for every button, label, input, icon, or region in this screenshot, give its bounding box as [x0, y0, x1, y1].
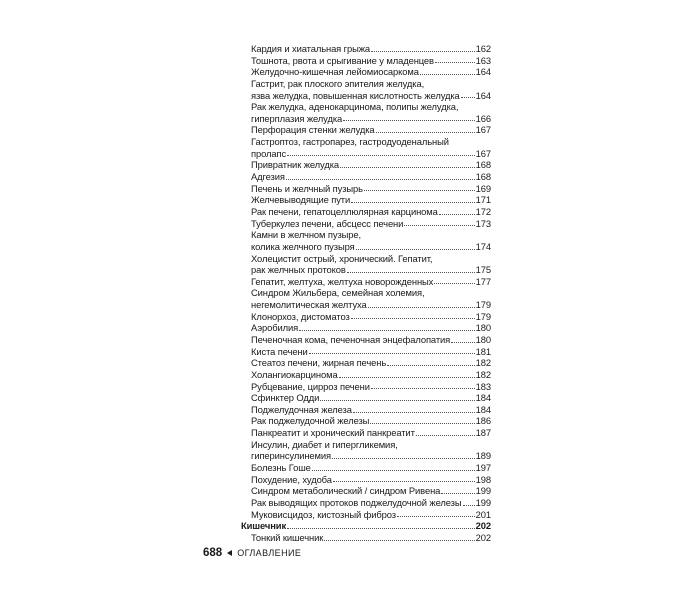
toc-entry-label: Клонорхоз, дистоматоз [251, 310, 350, 322]
toc-entry-label: Холангиокарцинома [251, 368, 338, 380]
toc-entry[interactable] [241, 264, 491, 276]
dot-leader [347, 271, 475, 273]
toc-entry-label: Рак печени, гепатоцеллюлярная карцинома [251, 205, 438, 217]
toc-entry-page: 179 [475, 299, 491, 311]
toc-entry-label: Поджелудочная железа [251, 403, 352, 415]
toc-entry[interactable] [241, 183, 491, 195]
dot-leader [343, 119, 475, 121]
toc-entry[interactable] [241, 532, 491, 544]
toc-entry-label: Аэробилия [251, 322, 299, 334]
toc-entry[interactable] [241, 381, 491, 393]
dot-leader [339, 376, 475, 378]
toc-entry-lead: Гастрит, рак плоского эпителия желудка, [251, 77, 425, 89]
dot-leader [351, 201, 475, 203]
toc-entry-lead: Инсулин, диабет и гипергликемия, [251, 438, 398, 450]
toc-entry[interactable] [241, 450, 491, 462]
toc-entry-label: Болезнь Гоше [251, 462, 311, 474]
dot-leader [370, 422, 474, 424]
toc-entry-label: пролапс [251, 147, 287, 159]
toc-entry-label: Тонкий кишечник [251, 531, 324, 543]
toc-entry[interactable] [241, 497, 491, 509]
toc-entry-label: Рак выводящих протоков поджелудочной железы [251, 496, 462, 508]
dot-leader [420, 73, 475, 75]
toc-entry-label: негемолитическая желтуха [251, 299, 367, 311]
toc-entry[interactable] [241, 66, 491, 78]
toc-entry[interactable] [241, 159, 491, 171]
toc-entry-label: Синдром метаболический / синдром Ривена [251, 485, 441, 497]
toc-entry-page: 167 [475, 124, 491, 136]
dot-leader [371, 387, 475, 389]
toc-entry-page: 168 [475, 171, 491, 183]
toc-entry-label: Печень и желчный пузырь [251, 182, 363, 194]
toc-entry-page: 169 [475, 182, 491, 194]
toc-entry[interactable] [241, 194, 491, 206]
dot-leader [356, 248, 475, 250]
toc-entry-label: Похудение, худоба [251, 473, 332, 485]
toc-entry-page: 202 [475, 531, 491, 543]
toc-entry[interactable] [241, 509, 491, 521]
dot-leader [320, 399, 474, 401]
toc-entry[interactable] [241, 311, 491, 323]
toc-entry-label: Туберкулез печени, абсцесс печени [251, 217, 404, 229]
dot-leader [287, 154, 475, 156]
dot-leader [332, 457, 475, 459]
dot-leader [451, 341, 475, 343]
toc-entry-page: 163 [475, 54, 491, 66]
toc-entry[interactable] [241, 206, 491, 218]
toc-entry-page: 173 [475, 217, 491, 229]
dot-leader [397, 515, 475, 517]
section-label: ОГЛАВЛЕНИЕ [237, 548, 302, 558]
dot-leader [435, 61, 475, 63]
toc-entry[interactable] [241, 218, 491, 230]
dot-leader [351, 317, 475, 319]
toc-entry[interactable] [241, 346, 491, 358]
dot-leader [324, 539, 474, 541]
toc-entry-label: Стеатоз печени, жирная печень [251, 357, 387, 369]
toc-entry-label: Сфинктер Одди [251, 392, 320, 404]
toc-entry-page: 180 [475, 322, 491, 334]
dot-leader [404, 224, 474, 226]
toc-entry-label: рак желчных протоков [251, 264, 346, 276]
toc-entry-label: Тошнота, рвота и срыгивание у младенцев [251, 54, 434, 66]
toc-entry-lead: Синдром Жильбера, семейная холемия, [251, 287, 425, 299]
toc-entry-label: Перфорация стенки желудка [251, 124, 375, 136]
toc-entry-label: Муковисцидоз, кистозный фиброз [251, 508, 396, 520]
dot-leader [434, 282, 474, 284]
toc-entry-page: 199 [475, 496, 491, 508]
toc-entry-label: Адгезия [251, 171, 285, 183]
toc-entry[interactable] [241, 404, 491, 416]
toc-entry-page: 182 [475, 368, 491, 380]
toc-entry-page: 181 [475, 345, 491, 357]
toc-entry[interactable] [241, 485, 491, 497]
dot-leader [371, 50, 475, 52]
toc-entry-page: 182 [475, 357, 491, 369]
toc-entry-page: 197 [475, 462, 491, 474]
dot-leader [299, 329, 474, 331]
toc-entry-page: 201 [475, 508, 491, 520]
toc-entry-page: 179 [475, 310, 491, 322]
table-of-contents [241, 43, 491, 544]
page-footer [203, 547, 301, 559]
toc-entry[interactable] [241, 241, 491, 253]
toc-entry-label: язва желудка, повышенная кислотность желудка [251, 89, 460, 101]
toc-entry-label: Желудочно-кишечная лейомиосаркома [251, 66, 419, 78]
toc-entry-page: 177 [475, 275, 491, 287]
toc-entry-label: гиперинсулинемия [251, 450, 332, 462]
toc-entry-page: 164 [475, 66, 491, 78]
toc-entry-lead: Холецистит острый, хронический. Гепатит, [251, 252, 433, 264]
toc-entry-page: 199 [475, 485, 491, 497]
toc-entry-label: Кишечник [241, 520, 287, 532]
toc-entry[interactable] [241, 55, 491, 67]
toc-entry[interactable] [241, 462, 491, 474]
toc-entry-page: 164 [475, 89, 491, 101]
toc-entry-page: 184 [475, 403, 491, 415]
toc-entry-label: Рубцевание, цирроз печени [251, 380, 370, 392]
toc-entry-label: Желчевыводящие пути [251, 194, 351, 206]
toc-entry-label: Панкреатит и хронический панкреатит [251, 427, 415, 439]
toc-entry-page: 166 [475, 112, 491, 124]
toc-entry[interactable] [241, 113, 491, 125]
toc-entry-page: 186 [475, 415, 491, 427]
dot-leader [333, 480, 475, 482]
dot-leader [463, 504, 475, 506]
toc-entry-page: 202 [475, 520, 491, 532]
toc-entry[interactable] [241, 392, 491, 404]
toc-entry-label: гиперплазия желудка [251, 112, 343, 124]
toc-entry[interactable] [241, 322, 491, 334]
toc-entry-label: Рак поджелудочной железы [251, 415, 370, 427]
toc-entry[interactable] [241, 357, 491, 369]
toc-entry-page: 167 [475, 147, 491, 159]
toc-entry-page: 189 [475, 450, 491, 462]
toc-entry-label: колика желчного пузыря [251, 240, 355, 252]
dot-leader [461, 96, 475, 98]
toc-entry-label: Гепатит, желтуха, желтуха новорожденных [251, 275, 434, 287]
toc-entry[interactable] [241, 148, 491, 160]
toc-entry-page: 172 [475, 205, 491, 217]
toc-entry-label: Печеночная кома, печеночная энцефалопатия [251, 334, 451, 345]
toc-entry-page: 168 [475, 159, 491, 171]
toc-entry-lead: Камни в желчном пузыре, [251, 229, 362, 241]
dot-leader [353, 411, 475, 413]
toc-entry-page: 184 [475, 392, 491, 404]
dot-leader [416, 434, 475, 436]
dot-leader [376, 131, 475, 133]
dot-leader [309, 352, 475, 354]
page-number: 688 [203, 547, 223, 559]
toc-entry[interactable] [241, 474, 491, 486]
toc-entry[interactable] [241, 416, 491, 428]
dot-leader [286, 178, 475, 180]
toc-entry-label: Кардия и хиатальная грыжа [251, 42, 371, 54]
toc-entry[interactable] [241, 427, 491, 439]
toc-entry-page: 175 [475, 264, 491, 276]
arrow-left-icon [227, 550, 232, 556]
toc-entry-lead: Рак желудка, аденокарцинома, полипы желудка, [251, 101, 459, 113]
toc-entry-label: Киста печени [251, 345, 308, 357]
dot-leader [441, 492, 474, 494]
toc-entry-page: 187 [475, 427, 491, 439]
dot-leader [439, 213, 475, 215]
dot-leader [312, 469, 475, 471]
dot-leader [387, 364, 475, 366]
toc-entry[interactable] [241, 171, 491, 183]
dot-leader [340, 166, 475, 168]
toc-entry[interactable] [241, 299, 491, 311]
dot-leader [364, 189, 475, 191]
toc-section-heading[interactable] [241, 520, 491, 532]
toc-entry[interactable] [241, 124, 491, 136]
dot-leader [287, 527, 475, 529]
toc-entry-page: 171 [475, 194, 491, 206]
toc-entry-page: 180 [475, 334, 491, 345]
toc-entry-lead: Гастроптоз, гастропарез, гастродуоденальный [251, 136, 449, 148]
toc-entry[interactable] [241, 43, 491, 55]
toc-entry-page: 183 [475, 380, 491, 392]
dot-leader [368, 306, 475, 308]
toc-entry-label: Привратник желудка [251, 159, 340, 171]
toc-entry-page: 174 [475, 240, 491, 252]
toc-entry[interactable] [241, 369, 491, 381]
toc-entry[interactable] [241, 334, 491, 346]
toc-entry-page: 162 [475, 42, 491, 54]
toc-entry-page: 198 [475, 473, 491, 485]
toc-entry[interactable] [241, 90, 491, 102]
toc-entry[interactable] [241, 276, 491, 288]
